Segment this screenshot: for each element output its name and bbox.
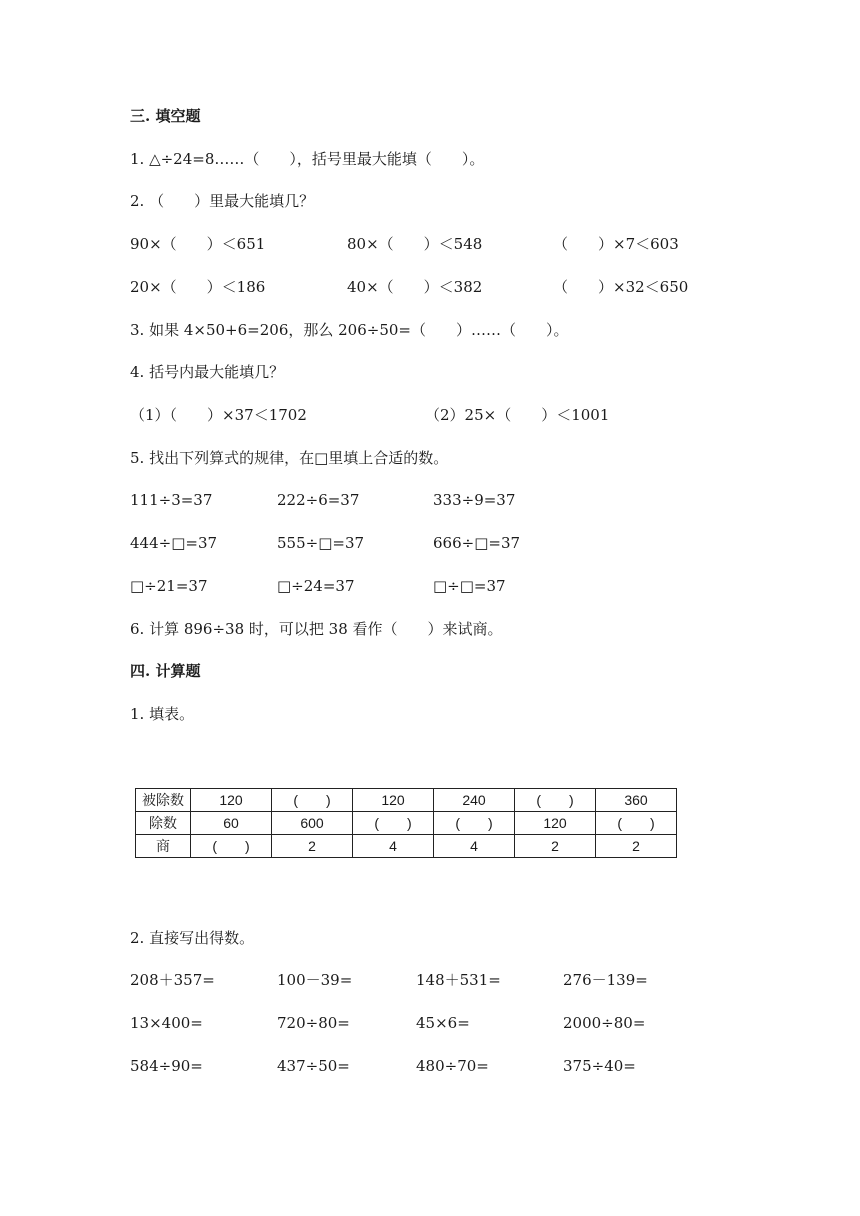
table-cell: 120 [353, 789, 434, 812]
table-cell: 360 [596, 789, 677, 812]
calc-item: 720÷80= [277, 1014, 350, 1032]
calc-item: 584÷90= [130, 1057, 203, 1075]
table-cell: ( ) [434, 812, 515, 835]
calc-item: 2000÷80= [563, 1014, 646, 1032]
q5-item: 222÷6=37 [277, 491, 360, 509]
q5-item: 111÷3=37 [130, 491, 213, 509]
fill-table [135, 788, 677, 858]
section-4-title: 四. 计算题 [130, 662, 201, 680]
question-5-stem: 5. 找出下列算式的规律，在□里填上合适的数。 [130, 449, 449, 467]
q5-item: 666÷□=37 [433, 534, 521, 552]
q4-item: （2）25×（ ）＜1001 [425, 406, 610, 424]
table-row [136, 835, 677, 858]
table-cell: 2 [596, 835, 677, 858]
q2-item: 90×（ ）＜651 [130, 235, 266, 253]
question-6: 6. 计算 896÷38 时，可以把 38 看作（ ）来试商。 [130, 620, 503, 638]
calc-item: 45×6= [416, 1014, 470, 1032]
q5-item: □÷□=37 [433, 577, 506, 595]
table-cell: 120 [515, 812, 596, 835]
table-cell: 4 [353, 835, 434, 858]
q2-item: 80×（ ）＜548 [347, 235, 483, 253]
table-cell: 60 [191, 812, 272, 835]
q5-item: 555÷□=37 [277, 534, 365, 552]
calc-item: 437÷50= [277, 1057, 350, 1075]
q2-item: （ ）×7＜603 [553, 235, 679, 253]
q2-item: 40×（ ）＜382 [347, 278, 483, 296]
question-4-stem: 4. 括号内最大能填几？ [130, 363, 285, 381]
table-cell: 2 [272, 835, 353, 858]
calc-item: 276－139= [563, 971, 648, 989]
table-row [136, 789, 677, 812]
calc-item: 100－39= [277, 971, 353, 989]
table-row [136, 812, 677, 835]
table-cell: 240 [434, 789, 515, 812]
table-header-cell: 除数 [136, 812, 191, 835]
calc-item: 148＋531= [416, 971, 501, 989]
q5-item: 444÷□=37 [130, 534, 218, 552]
calc-item: 13×400= [130, 1014, 203, 1032]
table-header-cell: 被除数 [136, 789, 191, 812]
table-cell: ( ) [596, 812, 677, 835]
calc-item: 375÷40= [563, 1057, 636, 1075]
table-cell: ( ) [515, 789, 596, 812]
table-cell: 2 [515, 835, 596, 858]
calc-item: 208＋357= [130, 971, 215, 989]
table-cell: 600 [272, 812, 353, 835]
table-cell: ( ) [353, 812, 434, 835]
table-cell: ( ) [272, 789, 353, 812]
question-1: 1. △÷24=8……（ ），括号里最大能填（ ）。 [130, 150, 485, 168]
q5-item: 333÷9=37 [433, 491, 516, 509]
table-cell: 4 [434, 835, 515, 858]
table-cell: 120 [191, 789, 272, 812]
q2-item: 20×（ ）＜186 [130, 278, 266, 296]
q4-item: （1）（ ）×37＜1702 [130, 406, 307, 424]
q2-item: （ ）×32＜650 [553, 278, 689, 296]
calc-item: 480÷70= [416, 1057, 489, 1075]
q5-item: □÷24=37 [277, 577, 355, 595]
question-3: 3. 如果 4×50+6=206，那么 206÷50=（ ）……（ ）。 [130, 321, 569, 339]
question-2-stem: 2. （ ）里最大能填几？ [130, 192, 315, 210]
calc-question-2-stem: 2. 直接写出得数。 [130, 929, 255, 947]
q5-item: □÷21=37 [130, 577, 208, 595]
table-header-cell: 商 [136, 835, 191, 858]
calc-question-1-stem: 1. 填表。 [130, 705, 195, 723]
table-cell: ( ) [191, 835, 272, 858]
section-3-title: 三. 填空题 [130, 107, 201, 125]
